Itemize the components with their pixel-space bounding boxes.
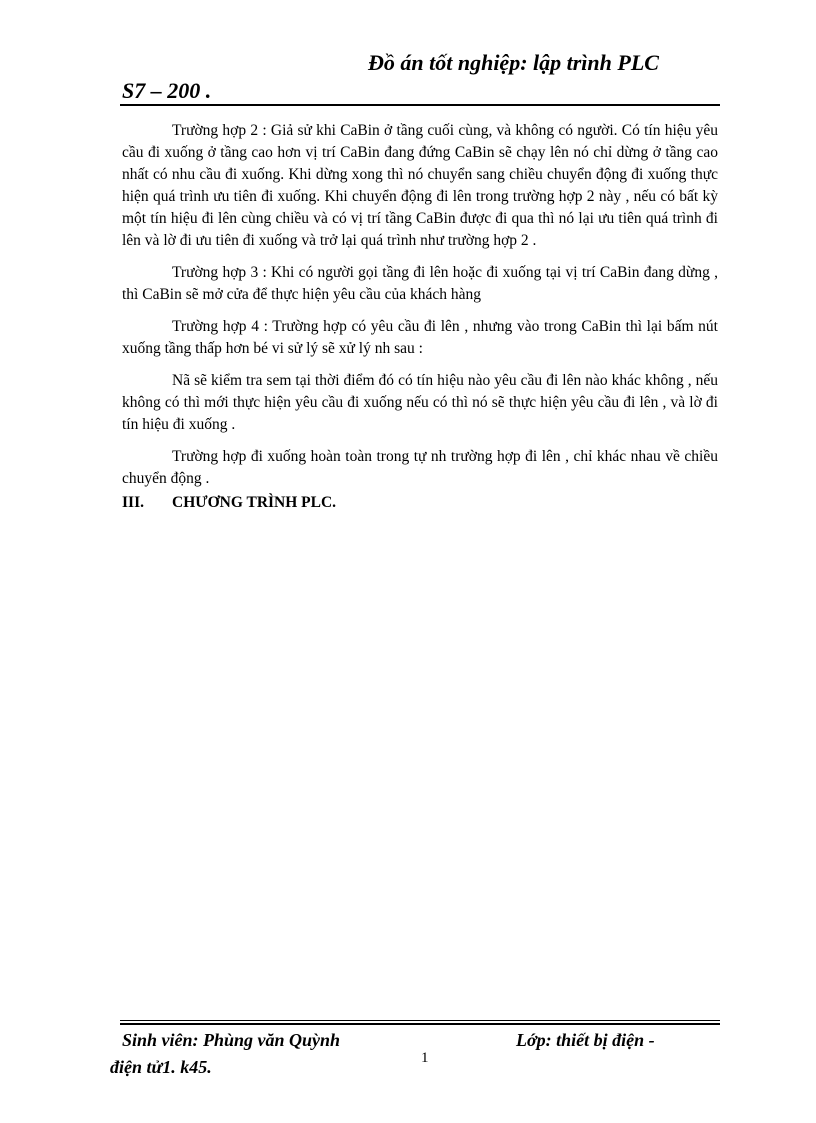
document-body	[122, 120, 718, 514]
footer-rule-thin	[120, 1020, 720, 1021]
paragraph-case-4: Trường hợp 4 : Trường hợp có yêu cầu đi lên , nhưng vào trong CaBin thì lại bấm nút xuống tầng thấp hơn bé vi sử lý sẽ xử lý nh sau :	[122, 318, 718, 357]
footer-class-continued: điện tử1. k45.	[110, 1057, 212, 1077]
paragraph-case-3: Trường hợp 3 : Khi có người gọi tầng đi lên hoặc đi xuống tại vị trí CaBin đang dừng , thì CaBin sẽ mở cửa để thực hiện yêu cầu của khách hàng	[122, 264, 718, 303]
paragraph-check: Nã sẽ kiểm tra sem tại thời điểm đó có tín hiệu nào yêu cầu đi lên nào khác không , nếu không có thì mới thực hiện yêu cầu đi xuống nếu có thì nó sẽ thực hiện yêu cầu đi lên , và lờ đi tín hiệu đi xuống .	[122, 372, 718, 433]
header-subtitle: S7 – 200 .	[122, 78, 212, 103]
paragraph-case-2: Trường hợp 2 : Giả sử khi CaBin ở tầng cuối cùng, và không có người. Có tín hiệu yêu cầu đi xuống ở tầng cao hơn vị trí CaBin đang đứng CaBin sẽ chạy lên nó chỉ dừng ở tầng cao nhất có nhu cầu đi xuống. Khi dừng xong thì nó chuyển sang chiều chuyển động đi xuống thực hiện quá trình ưu tiên đi xuống. Khi chuyển động đi lên trong trường hợp 2 này , nếu có bất kỳ một tín hiệu đi lên cùng chiều và có vị trí tầng CaBin được đi qua thì nó lại ưu tiên quá trình đi lên và lờ đi ưu tiên đi xuống và trở lại quá trình như trường hợp 2 .	[122, 122, 718, 249]
section-number: III.	[122, 494, 144, 511]
footer-rule-thick	[120, 1023, 720, 1025]
footer-student: Sinh viên: Phùng văn Quỳnh	[122, 1030, 341, 1050]
footer-class: Lớp: thiết bị điện -	[516, 1030, 655, 1050]
paragraph-down-case: Trường hợp đi xuống hoàn toàn trong tự nh trường hợp đi lên , chỉ khác nhau về chiều chuyển động .	[122, 448, 718, 487]
header-title: Đồ án tốt nghiệp: lập trình PLC	[368, 50, 659, 75]
header-rule	[120, 104, 720, 106]
section-heading	[122, 492, 718, 514]
page-number: 1	[421, 1050, 429, 1066]
section-title: CHƯƠNG TRÌNH PLC.	[172, 494, 337, 511]
